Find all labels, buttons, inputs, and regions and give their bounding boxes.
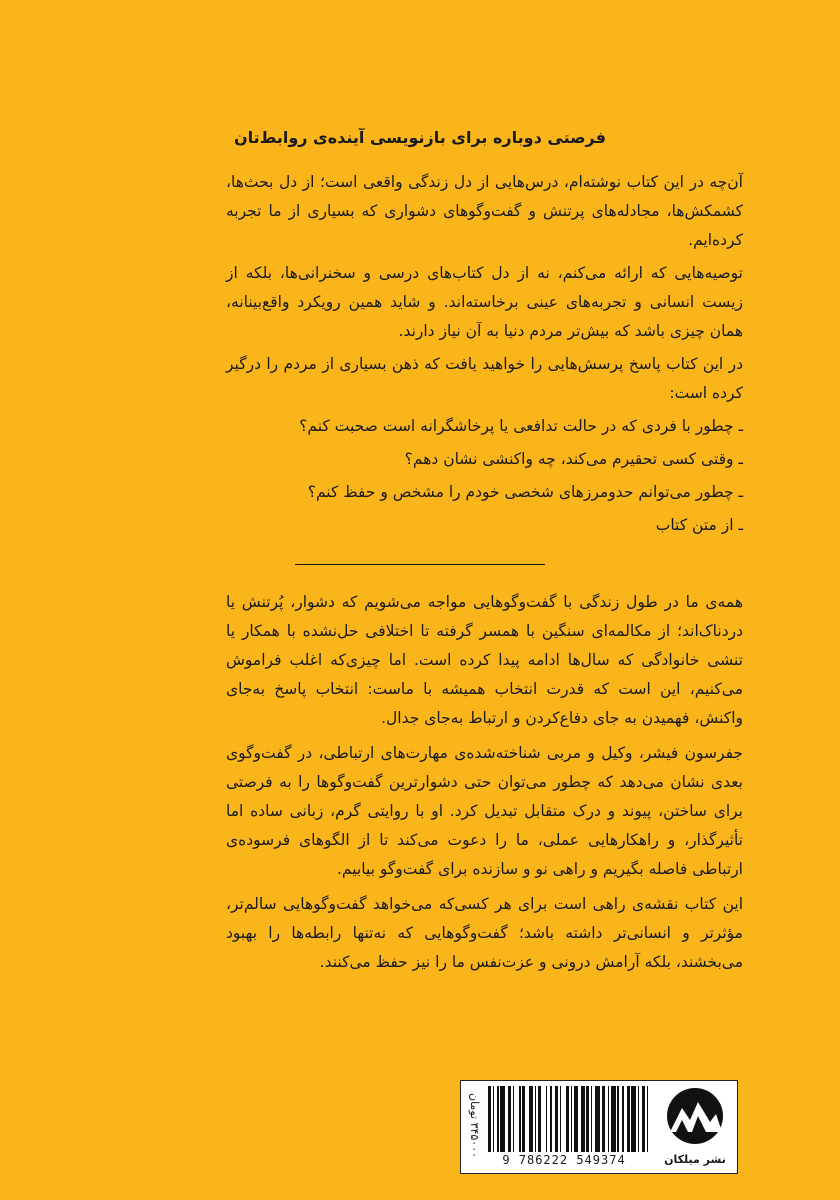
quote-source: ـ از متن کتاب	[655, 516, 743, 534]
barcode-bar	[522, 1086, 525, 1152]
blurb-section	[226, 588, 743, 977]
barcode-bar	[631, 1086, 636, 1152]
barcode-bar	[611, 1086, 616, 1152]
barcode-bar	[529, 1086, 534, 1152]
barcode-bar	[586, 1086, 589, 1152]
barcode-bar	[602, 1086, 605, 1152]
barcode-bar	[617, 1086, 619, 1152]
intro-paragraph-1: آن‌چه در این کتاب نوشته‌ام، درس‌هایی از دل زندگی واقعی است؛ از دل بحث‌ها، کشمکش‌ها، مجادله‌های پرتنش و گفت‌وگوهای دشواری که بسیاری از ما تجربه کرده‌ایم.	[226, 173, 743, 249]
blurb-paragraph-3: این کتاب نقشه‌ی راهی است برای هر کسی‌که می‌خواهد گفت‌وگوهایی سالم‌تر، مؤثرتر و انسانی‌تر داشته باشد؛ گفت‌وگوهایی که نه‌تنها رابطه‌ها را بهبود می‌بخشند، بلکه آرامش درونی و عزت‌نفس ما را نیز حفظ می‌کنند.	[226, 895, 743, 971]
publisher-name: نشر میلکان	[664, 1153, 726, 1166]
barcode-bar	[642, 1086, 645, 1152]
blurb-paragraph-1: همه‌ی ما در طول زندگی با گفت‌وگوهایی مواجه می‌شویم که دشوار، پُرتنش یا دردناک‌اند؛ از مکالمه‌ای سنگین با همسر گرفته تا اختلافی حل‌نشده با همکار یا تنشی خانوادگی که سال‌ها ادامه پیدا کرده است. اما چیزی‌که اغلب فراموش می‌کنیم، این است که قدرت انتخاب همیشه با ماست: انتخاب پاسخ به‌جای واکنش، فهمیدن به جای دفاع‌کردن و ارتباط به‌جای جدال.	[226, 593, 743, 727]
barcode-bar	[519, 1086, 521, 1152]
barcode-bar	[508, 1086, 511, 1152]
question-3: ـ چطور می‌توانم حدومرزهای شخصی خودم را مشخص و حفظ کنم؟	[307, 483, 743, 501]
cover-title: فرصتی دوباره برای بازنویسی آینده‌ی روابط‌تان	[234, 128, 606, 147]
barcode-bar	[513, 1086, 515, 1152]
barcode-bar	[622, 1086, 624, 1152]
barcode-bar	[638, 1086, 640, 1152]
barcode-bar	[546, 1086, 548, 1152]
intro-paragraph-2: توصیه‌هایی که ارائه می‌کنم، نه از دل کتاب‌های درسی و سخنرانی‌ها، بلکه از زیست انسانی و تجربه‌های عینی برخاسته‌اند. و شاید همین رویکرد واقع‌بینانه، همان چیزی باشد که بیش‌تر مردم دنیا به آن نیاز دارند.	[226, 264, 743, 340]
barcode-bar	[647, 1086, 649, 1152]
price-label: ۳۴۵۰۰۰ تومان	[468, 1093, 481, 1159]
barcode-bar	[535, 1086, 537, 1152]
question-1: ـ چطور با فردی که در حالت تدافعی یا پرخاشگرانه است صحبت کنم؟	[299, 417, 743, 435]
section-divider	[295, 564, 545, 565]
intro-section	[226, 168, 743, 540]
intro-paragraph-3: در این کتاب پاسخ پرسش‌هایی را خواهید یافت که ذهن بسیاری از مردم را درگیر کرده است:	[226, 355, 743, 402]
barcode-bar	[493, 1086, 495, 1152]
barcode-bar	[550, 1086, 552, 1152]
barcode-bar	[595, 1086, 600, 1152]
barcode-bar	[497, 1086, 499, 1152]
barcode-bar	[608, 1086, 610, 1152]
barcode-bar	[488, 1086, 491, 1152]
barcode-bar	[500, 1086, 505, 1152]
barcode-bar	[591, 1086, 593, 1152]
barcode-bar	[538, 1086, 541, 1152]
barcode-bar	[571, 1086, 573, 1152]
barcode-bar	[627, 1086, 630, 1152]
isbn-number: 9 786222 549374	[502, 1153, 626, 1167]
barcode-bar	[555, 1086, 558, 1152]
barcode-bar	[560, 1086, 562, 1152]
barcode-bar	[581, 1086, 584, 1152]
barcode-bar	[574, 1086, 579, 1152]
barcode-bars	[488, 1086, 650, 1152]
question-2: ـ وقتی کسی تحقیرم می‌کند، چه واکنشی نشان دهم؟	[404, 450, 743, 468]
barcode-bar	[566, 1086, 569, 1152]
blurb-paragraph-2: جفرسون فیشر، وکیل و مربی شناخته‌شده‌ی مهارت‌های ارتباطی، در گفت‌وگوی بعدی نشان می‌دهد که چطور می‌توان حتی دشوارترین گفت‌وگوها را به فرصتی برای ساختن، پیوند و درک متقابل تبدیل کرد. او با روایتی گرم، زبانی ساده اما تأثیرگذار، و راهکارهایی عملی، ما را دعوت می‌کند تا از الگوهای فرسوده‌ی ارتباطی فاصله بگیریم و راهی نو و سازنده برای گفت‌وگو بیابیم.	[226, 744, 743, 878]
